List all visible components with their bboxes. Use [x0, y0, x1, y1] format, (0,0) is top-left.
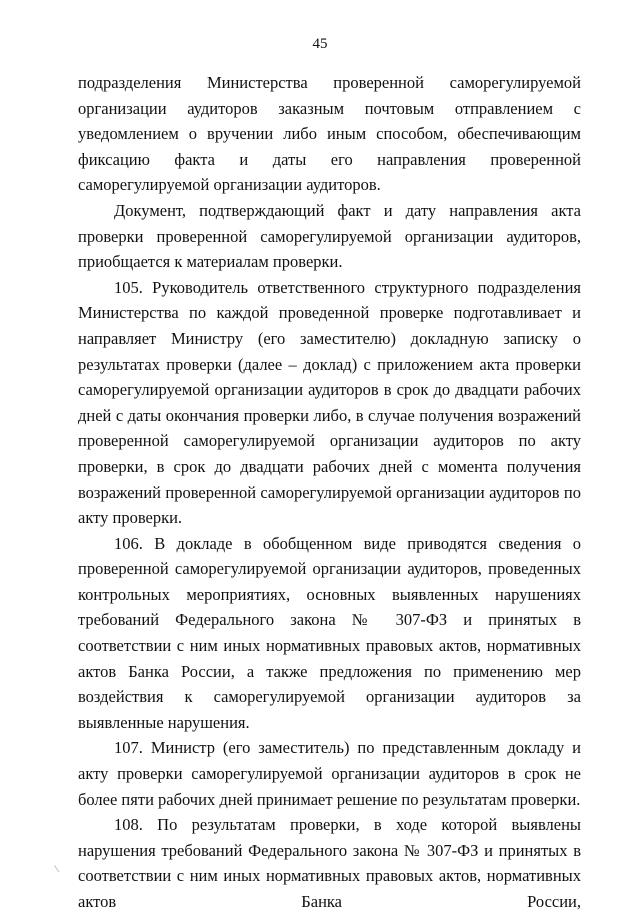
scan-speck [54, 864, 62, 873]
paragraph-107: 107. Министр (его заместитель) по представленным докладу и акту проверки саморегулируемой организации аудиторов в срок не более пяти рабочих дней принимает решение по результатам проверки. [78, 738, 581, 809]
paragraph-document-attachment: Документ, подтверждающий факт и дату направления акта проверки проверенной саморегулируемой организации аудиторов, приобщается к материалам проверки. [78, 200, 581, 272]
paragraph-continuation: подразделения Министерства проверенной саморегулируемой организации аудиторов заказным почтовым отправлением с уведомлением о вручении либо иным способом, обеспечивающим фиксацию факта и даты его направления проверенной саморегулируемой организации аудиторов. [78, 73, 581, 195]
page-number: 45 [312, 36, 328, 52]
paragraph-108: 108. По результатам проверки, в ходе которой выявлены нарушения требований Федерального закона № 307-ФЗ и принятых в соответствии с ним иных нормативных правовых актов, нормативных актов Банка России, [78, 815, 581, 911]
document-body [78, 70, 581, 915]
paragraph-106: 106. В докладе в обобщенном виде приводятся сведения о проверенной саморегулируемой организации аудиторов, проведенных контрольных мероприятиях, основных выявленных нарушениях требований Федерального закона № 307-ФЗ и принятых в соответствии с ним иных нормативных правовых актов, нормативных актов Банка России, а также предложения по применению мер воздействия к саморегулируемой организации аудиторов за выявленные нарушения. [78, 533, 581, 732]
paragraph-105: 105. Руководитель ответственного структурного подразделения Министерства по каждой проведенной проверке подготавливает и направляет Министру (его заместителю) докладную записку о результатах проверки (далее – доклад) с приложением акта проверки саморегулируемой организации аудиторов в срок до двадцати рабочих дней с даты окончания проверки либо, в случае получения возражений проверенной саморегулируемой организации аудиторов по акту проверки, в срок до двадцати рабочих дней с момента получения возражений проверенной саморегулируемой организации аудиторов по акту проверки. [78, 277, 581, 528]
